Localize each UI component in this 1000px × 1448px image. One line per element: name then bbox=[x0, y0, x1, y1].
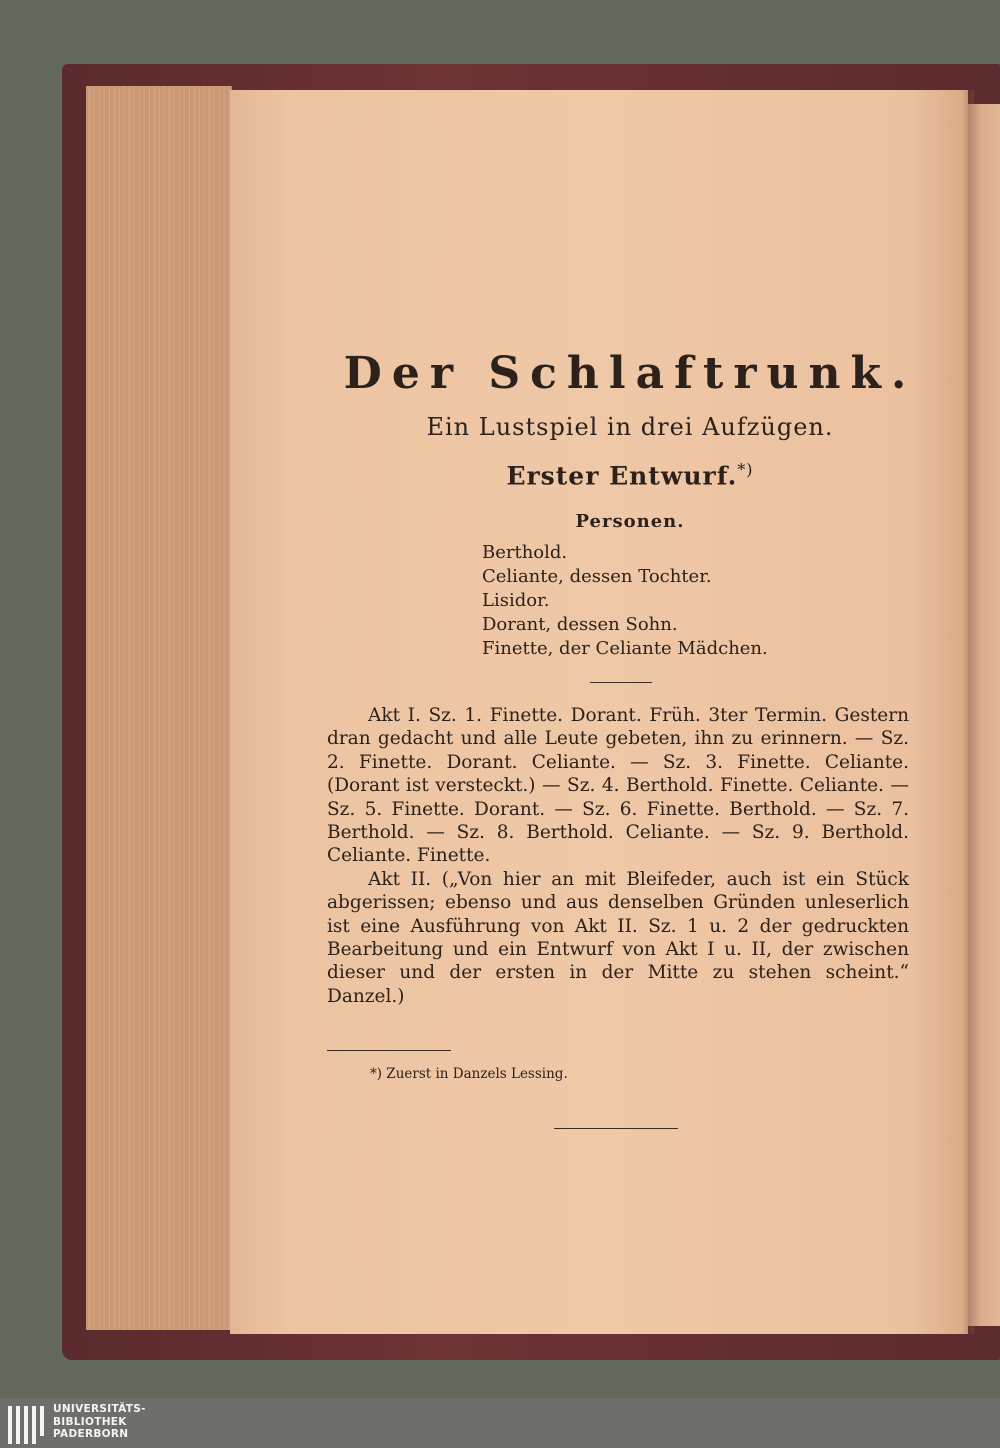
library-name-line: BIBLIOTHEK bbox=[53, 1415, 127, 1428]
play-title: Der Schlaftrunk. bbox=[343, 348, 917, 399]
footnote-reference: *) bbox=[737, 460, 754, 479]
footnote: *) Zuerst in Danzels Lessing. bbox=[370, 1066, 568, 1082]
library-logo-icon bbox=[6, 1404, 46, 1446]
cast-heading: Personen. bbox=[575, 511, 685, 532]
cast-item: Finette, der Celiante Mädchen. bbox=[482, 638, 768, 659]
cast-item: Celiante, dessen Tochter. bbox=[482, 566, 712, 587]
library-name-line: UNIVERSITÄTS- bbox=[53, 1403, 146, 1415]
play-subtitle: Ein Lustspiel in drei Aufzügen. bbox=[426, 413, 834, 441]
paragraph-act-1: Akt I. Sz. 1. Finette. Dorant. Früh. 3ter Termin. Gestern dran gedacht und alle Leute gebeten, ihn zu erinnern. — Sz. 2. Finette. Dorant. Celiante. — Sz. 3. Finette. Celiante. (Dorant ist versteckt.) — Sz. 4. Berthold. Finette. Celiante. — Sz. 5. Finette. Dorant. — Sz. 6. Finette. Berthold. — Sz. 7. Berthold. — Sz. 8. Berthold. Celiante. — Sz. 9. Berthold. Celiante. Finette. bbox=[327, 705, 909, 867]
cast-item: Dorant, dessen Sohn. bbox=[482, 614, 678, 635]
cast-item: Berthold. bbox=[482, 542, 568, 563]
library-name bbox=[53, 1403, 146, 1441]
page-block-edge bbox=[86, 86, 232, 1330]
paragraph-act-2: Akt II. („Von hier an mit Bleifeder, auch ist ein Stück abgerissen; ebenso und aus denselben Gründen unleserlich ist eine Ausführung von Akt II. Sz. 1 u. 2 der gedruckten Bearbeitung und ein Entwurf von Akt I u. II, der zwischen dieser und der ersten in der Mitte zu stehen scheint.“ Danzel.) bbox=[327, 868, 909, 1007]
cast-item: Lisidor. bbox=[482, 590, 550, 611]
draft-label: Erster Entwurf. bbox=[506, 461, 738, 491]
library-name-line: PADERBORN bbox=[53, 1428, 129, 1440]
end-divider bbox=[554, 1128, 678, 1129]
body-text bbox=[327, 704, 909, 1008]
cast-list bbox=[482, 541, 768, 661]
library-footer bbox=[0, 1398, 1000, 1448]
section-divider bbox=[590, 682, 652, 683]
draft-heading bbox=[230, 460, 1000, 490]
footnote-divider bbox=[327, 1050, 451, 1051]
next-page-edge bbox=[968, 104, 1000, 1326]
